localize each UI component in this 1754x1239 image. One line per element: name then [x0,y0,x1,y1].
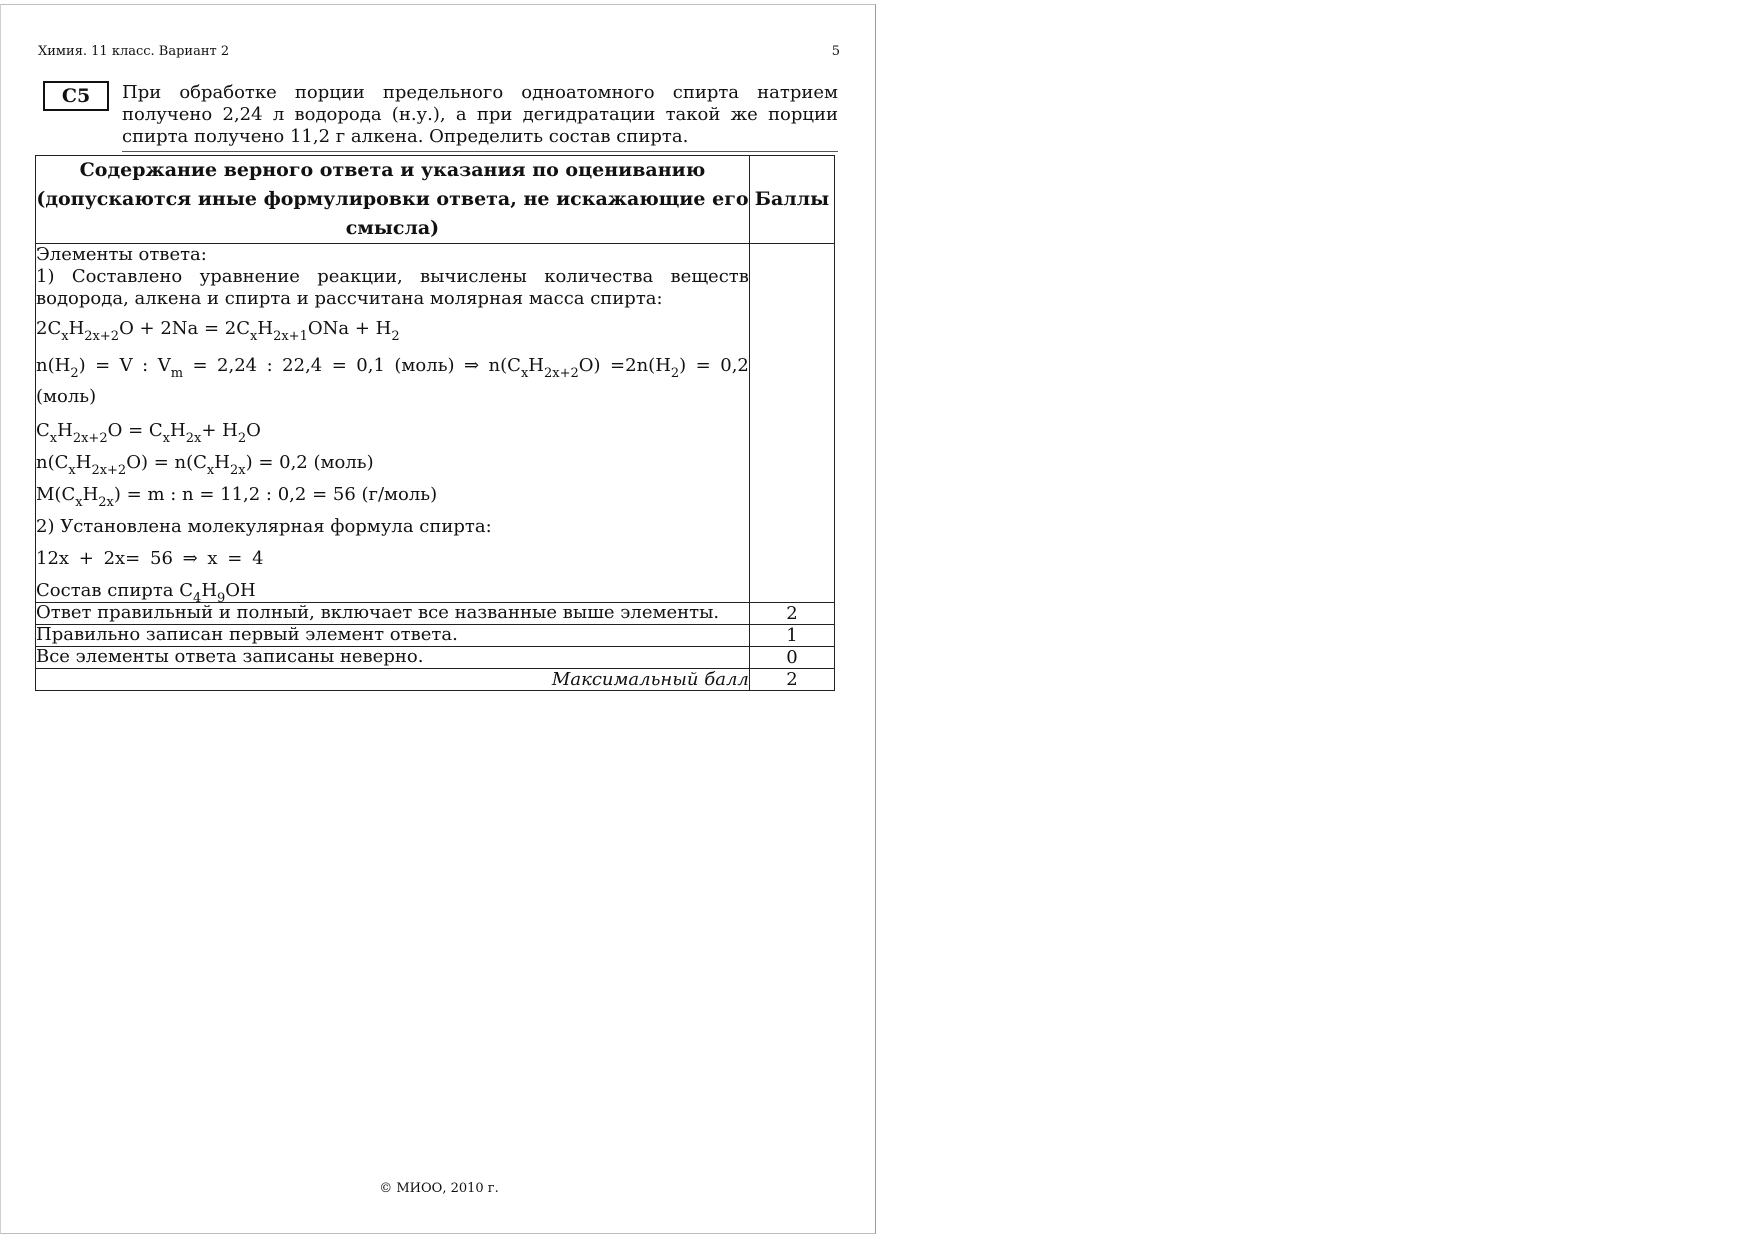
max-score-row [36,669,835,691]
answer-elements-points-cell [749,244,834,603]
page-number: 5 [831,44,840,59]
step1-text: 1) Составлено уравнение реакции, вычислены количества веществ водорода, алкена и спирта и рассчитана молярная масса спирта: [36,266,749,309]
copyright-footer: © МИОО, 2010 г. [379,1181,499,1196]
criterion-points: 2 [749,603,834,625]
equation-6: 12x + 2x= 56 ⇒ x = 4 [36,548,264,569]
header-title: Химия. 11 класс. Вариант 2 [38,44,230,59]
criterion-text: Правильно записан первый элемент ответа. [36,625,750,647]
criterion-text: Все элементы ответа записаны неверно. [36,647,750,669]
criterion-text: Ответ правильный и полный, включает все названные выше элементы. [36,603,750,625]
criterion-row [36,603,835,625]
final-answer: Состав спирта $C_4H_9OH$ [36,580,256,606]
criterion-row [36,647,835,669]
answer-elements-row [36,244,835,603]
scoring-table [35,155,835,691]
task-label: С5 [43,81,109,111]
running-header [38,44,840,59]
equation-1: $2C_xH_{2x+2}O + 2Na = 2C_xH_{2x+1}ONa + H_2$ [36,318,400,344]
max-score-label: Максимальный балл [36,669,750,691]
criterion-row [36,625,835,647]
table-header-row [36,156,835,244]
step2-text: 2) Установлена молекулярная формула спирта: [36,516,492,537]
divider [122,151,838,152]
elements-title: Элементы ответа: [36,244,207,265]
points-column-header: Баллы [749,156,834,244]
answer-elements-cell [36,244,750,606]
criterion-points: 0 [749,647,834,669]
equation-2: $n(H_2) = V$ : $V_m = 2,24$ : 22,4 = 0,1 (моль) ⇒ $n(C_xH_{2x+2}O) =2n(H_2) = 0,2$ (моль) [36,355,749,407]
task-text: При обработке порции предельного одноатомного спирта натрием получено 2,24 л водорода (н.у.), а при дегидратации такой же порции спирта получено 11,2 г алкена. Определить состав спирта. [122,82,838,147]
document-page [0,4,876,1234]
content-column-header: Содержание верного ответа и указания по оцениванию (допускаются иные формулировки ответа, не искажающие его смысла) [36,156,750,244]
equation-3: $C_xH_{2x+2}O = C_xH_{2x}+ H_2O$ [36,420,261,446]
equation-4: $n(C_xH_{2x+2}O) = n(C_xH_{2x}) = 0,2$ (моль) [36,452,374,478]
equation-5: $M(C_xH_{2x}) = m$ : n = 11,2 : 0,2 = 56 (г/моль) [36,484,438,510]
criterion-points: 1 [749,625,834,647]
max-score-value: 2 [749,669,834,691]
